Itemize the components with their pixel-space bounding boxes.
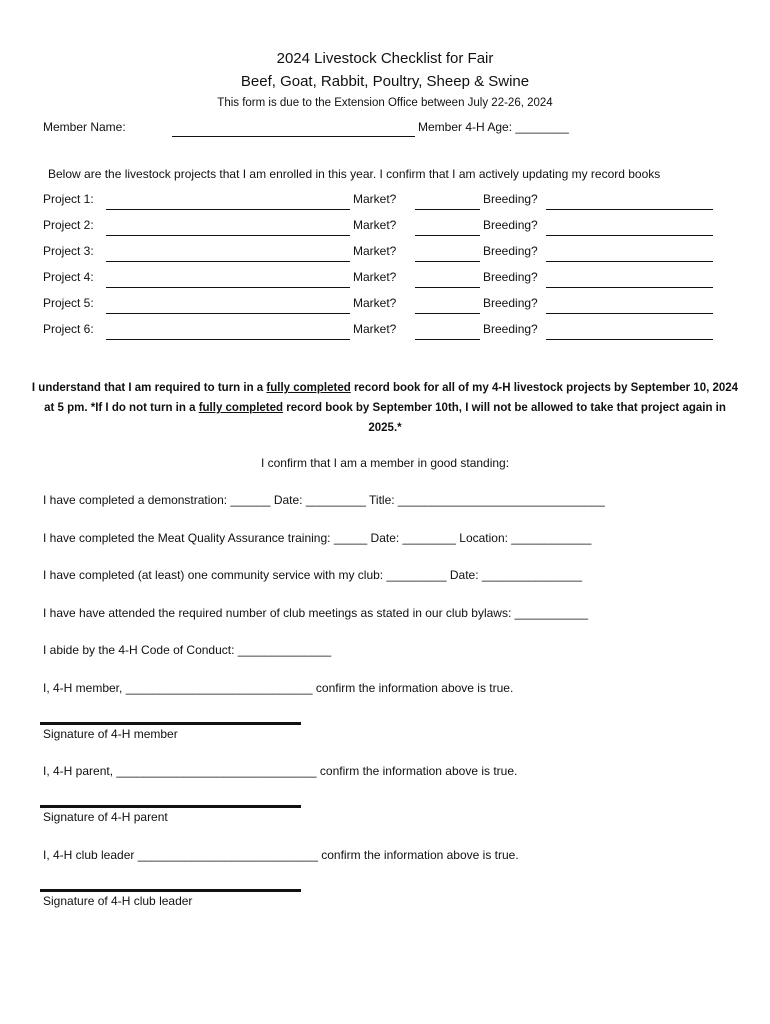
project-name-field[interactable] [106,287,350,288]
club-meetings-item[interactable]: I have have attended the required number of club meetings as stated in our club bylaws: ___________ [43,606,589,620]
statement-text: record book by September 10th, I will not be allowed to take that project again in 2025.* [283,402,726,434]
market-field[interactable] [415,339,480,340]
project-name-field[interactable] [106,313,350,314]
code-of-conduct-item[interactable]: I abide by the 4-H Code of Conduct: ______________ [43,643,332,657]
breeding-field[interactable] [546,339,713,340]
project-label: Project 6: [43,322,94,336]
good-standing-heading: I confirm that I am a member in good standing: [260,456,510,470]
project-name-field[interactable] [106,235,350,236]
market-field[interactable] [415,313,480,314]
due-note: This form is due to the Extension Office between July 22-26, 2024 [217,97,553,109]
breeding-label: Breeding? [483,270,538,284]
leader-signature-line[interactable] [40,889,301,892]
breeding-field[interactable] [546,235,713,236]
breeding-field[interactable] [546,261,713,262]
member-signature-line[interactable] [40,722,301,725]
parent-confirm[interactable]: I, 4-H parent, ______________________________ confirm the information above is true. [43,764,518,778]
project-label: Project 4: [43,270,94,284]
market-field[interactable] [415,261,480,262]
project-label: Project 5: [43,296,94,310]
breeding-label: Breeding? [483,322,538,336]
breeding-label: Breeding? [483,244,538,258]
leader-confirm[interactable]: I, 4-H club leader ___________________________ confirm the information above is true. [43,848,519,862]
demonstration-item[interactable]: I have completed a demonstration: ______ Date: _________ Title: _______________________________ [43,493,605,507]
member-age-label: Member 4-H Age: ________ [418,120,569,134]
market-field[interactable] [415,287,480,288]
projects-intro: Below are the livestock projects that I am enrolled in this year. I confirm that I am actively updating my record books [48,167,661,181]
statement-text: I understand that I am required to turn in a [31,382,267,394]
breeding-field[interactable] [546,209,713,210]
record-book-statement [30,378,740,438]
project-name-field[interactable] [106,339,350,340]
form-subtitle: Beef, Goat, Rabbit, Poultry, Sheep & Swine [240,73,530,90]
statement-emphasis: fully completed [198,402,284,414]
market-label: Market? [353,218,397,232]
statement-emphasis: fully completed [266,382,351,394]
market-label: Market? [353,270,397,284]
market-label: Market? [353,296,397,310]
market-field[interactable] [415,209,480,210]
project-name-field[interactable] [106,209,350,210]
breeding-label: Breeding? [483,192,538,206]
project-label: Project 2: [43,218,94,232]
parent-signature-line[interactable] [40,805,301,808]
market-label: Market? [353,322,397,336]
form-title: 2024 Livestock Checklist for Fair [276,50,494,67]
member-signature-label: Signature of 4-H member [43,727,178,741]
market-field[interactable] [415,235,480,236]
project-label: Project 1: [43,192,94,206]
market-label: Market? [353,244,397,258]
project-label: Project 3: [43,244,94,258]
breeding-label: Breeding? [483,296,538,310]
member-confirm[interactable]: I, 4-H member, ____________________________ confirm the information above is true. [43,681,514,695]
market-label: Market? [353,192,397,206]
member-name-field[interactable] [172,136,415,137]
leader-signature-label: Signature of 4-H club leader [43,894,193,908]
breeding-label: Breeding? [483,218,538,232]
parent-signature-label: Signature of 4-H parent [43,810,168,824]
project-name-field[interactable] [106,261,350,262]
statement-text: record book for all of my 4-H livestock projects by September 10, 2024 at 5 pm. *If I do not turn in a [44,382,739,414]
breeding-field[interactable] [546,287,713,288]
member-name-label: Member Name: [43,120,126,134]
breeding-field[interactable] [546,313,713,314]
community-service-item[interactable]: I have completed (at least) one community service with my club: _________ Date: _______________ [43,568,582,582]
meat-quality-item[interactable]: I have completed the Meat Quality Assurance training: _____ Date: ________ Location: ____________ [43,531,592,545]
